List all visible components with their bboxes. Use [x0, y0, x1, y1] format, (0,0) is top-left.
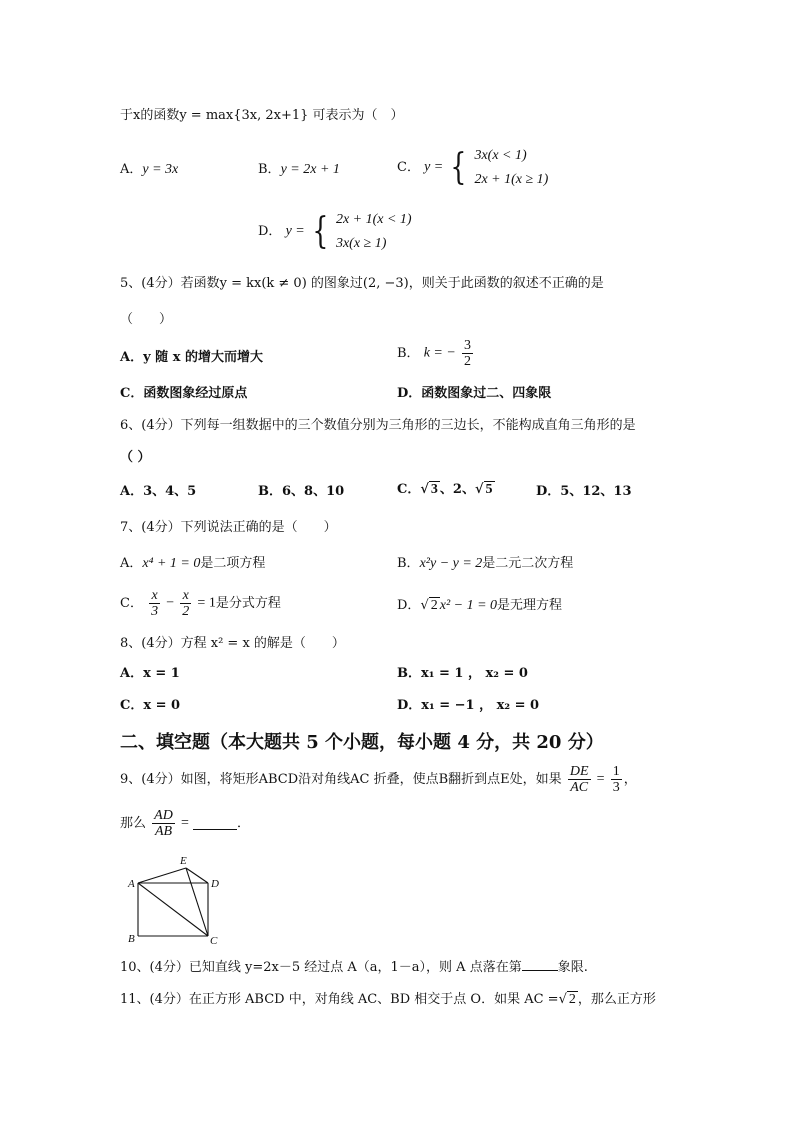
q5-option-c: C．函数图象经过原点 [120, 386, 248, 401]
q7-b-expr: x²y − y = 2 [419, 556, 483, 571]
q4-c-cases [474, 144, 548, 192]
q10-end: 象限. [557, 960, 588, 975]
fig-label-b: B [128, 933, 135, 945]
q9-value [611, 764, 622, 796]
q8-option-c: C．x = 0 [120, 698, 181, 713]
q9-value-den: 3 [612, 780, 620, 796]
q6-option-b: B．6、8、10 [258, 484, 345, 499]
q9-answer-blank[interactable] [193, 817, 237, 830]
q5-b-label: B． [397, 346, 420, 362]
q7-option-d: D．√ 2 x² − 1 = 0是无理方程 [397, 598, 563, 613]
q11-line: 11、(4分）在正方形 ABCD 中，对角线 AC、BD 相交于点 O．如果 AC =√ 2 ，那么正方形 [120, 992, 656, 1007]
q7-c-frac2 [180, 588, 191, 620]
q11-end: ，那么正方形 [577, 992, 656, 1007]
q7-a-text: 是二项方程 [200, 556, 266, 571]
q7-c-text: 是分式方程 [215, 596, 281, 612]
q7-c-frac1 [149, 588, 160, 620]
q6-option-c: C．√ 3 、2、√ 5 [397, 482, 493, 497]
q9-stem-text: 9、(4分）如图，将矩形ABCD沿对角线AC 折叠，使点B翻折到点E处，如果 [120, 772, 562, 788]
q7-d-expr: x² − 1 = 0 [439, 598, 498, 613]
q9-ratio-de-ac [568, 764, 591, 796]
q4-a-label: A． [120, 162, 143, 177]
q6-c-label: C． [397, 482, 421, 497]
q6-option-a: A．3、4、5 [120, 484, 197, 499]
q4-d-label: D． [258, 224, 282, 239]
q6-c-mid: 、2、 [439, 482, 475, 497]
q4-b-label: B． [258, 162, 281, 177]
q6-option-d: D．5、12、13 [536, 484, 632, 499]
q7-stem: 7、(4分）下列说法正确的是（ ） [120, 520, 337, 535]
q6-paren: （ ） [120, 450, 151, 465]
q4-d-y: y = [285, 223, 305, 239]
q4-stem: 于x的函数y = max{3x, 2x+1} 可表示为（ ） [120, 108, 404, 123]
q4-option-c [397, 144, 548, 192]
q7-d-root: 2 [430, 598, 438, 613]
fig-label-d: D [211, 878, 219, 890]
q9-ratio-den: AC [570, 780, 589, 796]
q9-answer-line [120, 808, 250, 840]
q4-a-expr: y = 3x [142, 162, 179, 177]
q7-c-n1: x [149, 588, 160, 604]
q7-option-c [120, 588, 281, 620]
q5-b-k: k = − [423, 345, 456, 361]
q9-end: ． [237, 816, 251, 832]
q9-stem [120, 764, 637, 796]
q4-d-brace: { [312, 210, 329, 252]
q4-option-a [120, 162, 178, 179]
q7-c-label: C． [120, 596, 143, 612]
fig-label-a: A [128, 878, 135, 890]
q7-b-text: 是二元二次方程 [482, 556, 574, 571]
q10-answer-blank[interactable] [522, 958, 558, 971]
q9-ratio-ad-ab [152, 808, 175, 840]
q4-d-case1: 2x + 1(x < 1) [335, 212, 412, 227]
q5-paren: （ ） [120, 312, 173, 327]
q5-b-fraction [462, 338, 473, 370]
q8-stem: 8、(4分）方程 x² = x 的解是（ ） [120, 636, 345, 651]
q5-stem: 5、(4分）若函数y = kx(k ≠ 0) 的图象过(2, −3)，则关于此函数的叙述不正确的是 [120, 276, 604, 291]
q7-c-d1: 3 [151, 604, 159, 620]
q4-c-case1: 3x(x < 1) [474, 148, 527, 163]
fig-edge-ae [138, 868, 186, 883]
q5-b-den: 2 [463, 354, 471, 370]
q10-stem: 10、(4分）已知直线 y=2x－5 经过点 A（a，1－a），则 A 点落在第 [120, 960, 522, 975]
q4-c-label: C． [397, 160, 420, 175]
q8-option-b: B．x₁ = 1 ， x₂ = 0 [397, 666, 528, 681]
q9-ask-num: AD [154, 808, 173, 823]
q4-c-y: y = [424, 159, 444, 175]
q4-d-cases [336, 208, 412, 256]
q9-ratio-num: DE [569, 764, 589, 779]
q4-c-brace: { [450, 146, 467, 188]
q9-then: 那么 [120, 816, 147, 832]
fig-edge-ed [186, 868, 208, 883]
q4-c-case2: 2x + 1(x ≥ 1) [474, 171, 549, 187]
q7-d-text: 是无理方程 [497, 598, 563, 613]
q7-c-n2: x [180, 588, 191, 604]
fig-label-e: E [180, 855, 187, 867]
q7-c-eq: = 1 [197, 595, 216, 611]
q4-b-expr: y = 2x + 1 [280, 162, 340, 177]
q5-option-a: A．y 随 x 的增大而增大 [120, 350, 263, 365]
q4-d-case2: 3x(x ≥ 1) [335, 235, 387, 251]
section-heading: 二、填空题（本大题共 5 个小题，每小题 4 分，共 20 分） [120, 732, 604, 753]
q7-a-expr: x⁴ + 1 = 0 [142, 556, 201, 571]
q9-value-num: 1 [612, 764, 620, 779]
q9-ask-den: AB [154, 824, 173, 840]
q8-option-a: A．x = 1 [120, 666, 180, 681]
q6-c-root2: 5 [485, 482, 493, 497]
q7-d-label: D． [397, 598, 421, 613]
q7-b-label: B． [397, 556, 420, 571]
q9-eq: = [596, 771, 605, 787]
q5-b-num: 3 [463, 338, 471, 353]
q5-option-b [397, 338, 475, 370]
q7-c-op: − [166, 595, 175, 611]
q8-option-d: D．x₁ = −1 ， x₂ = 0 [397, 698, 540, 713]
q6-c-root1: 3 [430, 482, 438, 497]
q10-line [120, 958, 588, 976]
q7-c-d2: 2 [182, 604, 190, 620]
fig-label-c: C [210, 935, 218, 947]
fig-diagonal-ac [138, 883, 208, 936]
q5-option-d: D．函数图象过二、四象限 [397, 386, 552, 401]
q7-option-b [397, 556, 573, 573]
q7-option-a [120, 556, 265, 573]
q9-eq2: = [180, 815, 189, 831]
fig-edge-ec [186, 868, 208, 936]
q11-stem: 11、(4分）在正方形 ABCD 中，对角线 AC、BD 相交于点 O．如果 AC = [120, 992, 559, 1007]
q11-root: 2 [568, 992, 576, 1007]
q4-option-d [258, 208, 412, 256]
q7-a-label: A． [120, 556, 143, 571]
q4-option-b [258, 162, 340, 179]
q9-figure [120, 850, 240, 950]
q9-comma: ， [623, 772, 637, 788]
q6-stem: 6、(4分）下列每一组数据中的三个数值分别为三角形的三边长，不能构成直角三角形的是 [120, 418, 636, 433]
